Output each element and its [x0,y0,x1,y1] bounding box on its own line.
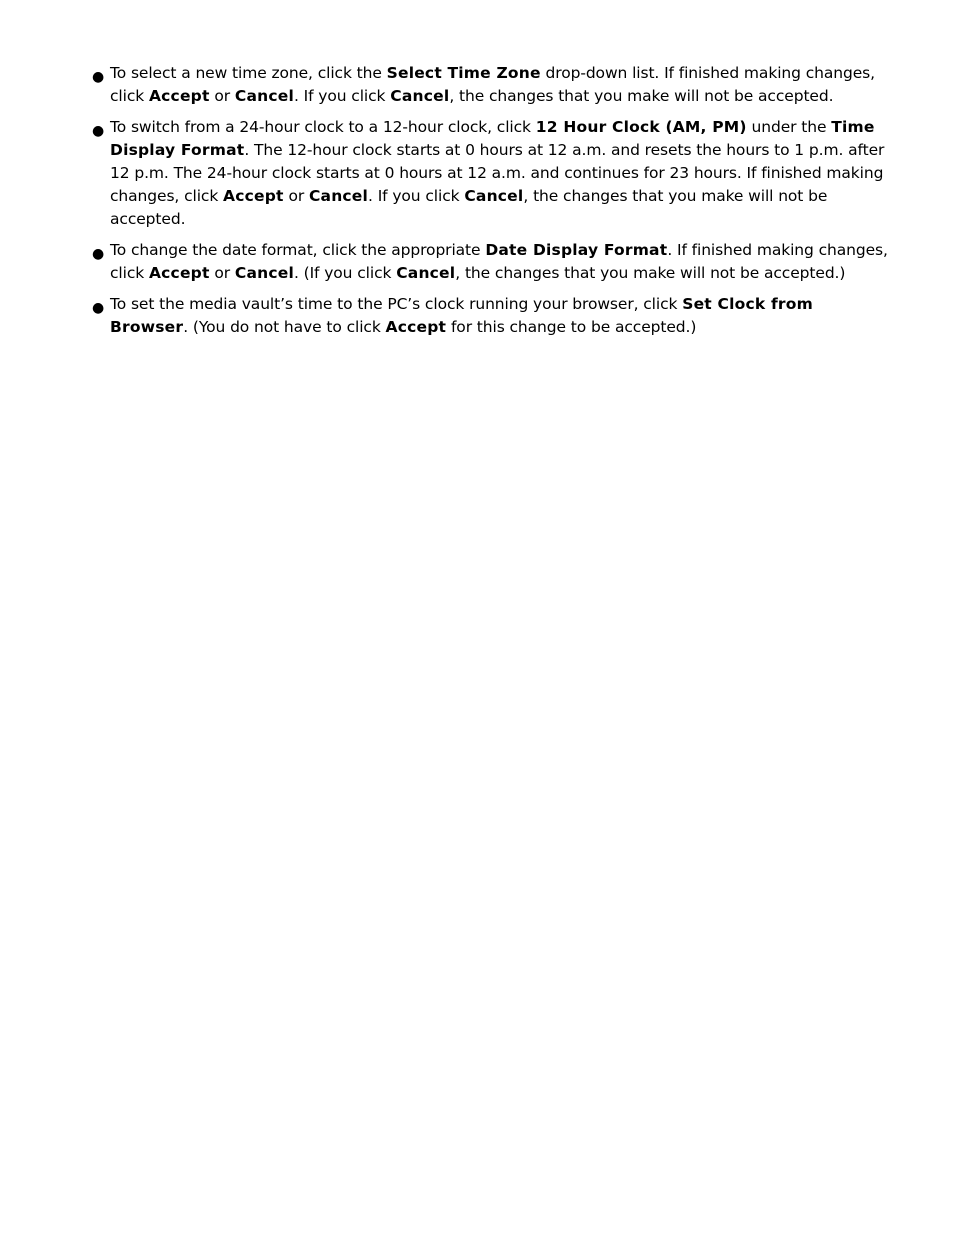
text-run: To switch from a 24-hour clock to a 12-hour clock, click [110,118,536,136]
text-run: , the changes that you make will not be accepted. [449,87,834,105]
bullet-dot-icon: ● [92,69,105,85]
bold-term: Accept [148,87,210,105]
bold-term: Accept [148,264,210,282]
bullet-text [110,293,892,339]
bold-term: Cancel [308,187,369,205]
text-run: under the [746,118,832,136]
bullet-item-set-clock [92,293,892,339]
bullet-text [110,239,892,285]
bold-term: Cancel [234,264,294,282]
bullet-item-date-format [92,239,892,285]
bold-term: Cancel [464,187,524,205]
bullet-item-time-format [92,116,892,231]
text-run: , the changes that you make will not be accepted. [110,187,828,228]
bullet-dot-icon: ● [92,246,105,262]
bold-term: Time Display Format [110,118,875,159]
bold-term: Accept [385,318,447,336]
bullet-dot-icon: ● [92,123,105,139]
text-run: or [209,264,235,282]
text-run: To set the media vault’s time to the PC’s clock running your browser, click [110,295,683,313]
text-run: for this change to be accepted.) [446,318,697,336]
text-run: . (If you click [293,264,397,282]
bold-term: Select Time Zone [386,64,541,82]
text-run: drop-down list. If finished making changes, click [110,64,875,105]
bold-term: Date Display Format [485,241,668,259]
bold-term: Cancel [390,87,450,105]
text-run: or [283,187,309,205]
bold-term: 12 Hour Clock (AM, PM) [535,118,747,136]
text-run: . If you click [368,187,465,205]
bullet-dot-icon: ● [92,300,105,316]
instruction-list [92,62,892,347]
bold-term: Cancel [396,264,456,282]
text-run: . If finished making changes, click [110,241,888,282]
text-run: To select a new time zone, click the [110,64,387,82]
text-run: To change the date format, click the appropriate [110,241,486,259]
bold-term: Cancel [234,87,294,105]
bold-term: Set Clock from Browser [110,295,813,336]
bullet-text [110,62,892,108]
bullet-item-select-time-zone [92,62,892,108]
bullet-text [110,116,892,231]
text-run: . The 12-hour clock starts at 0 hours at 12 a.m. and resets the hours to 1 p.m. after 12 p.m. The 24-hour clock starts at 0 hours at 12 a.m. and continues for 23 hours. If finished making changes, click [110,141,885,205]
text-run: . (You do not have to click [183,318,386,336]
text-run: , the changes that you make will not be accepted.) [455,264,846,282]
text-run: . If you click [293,87,391,105]
bold-term: Accept [223,187,284,205]
text-run: or [209,87,235,105]
